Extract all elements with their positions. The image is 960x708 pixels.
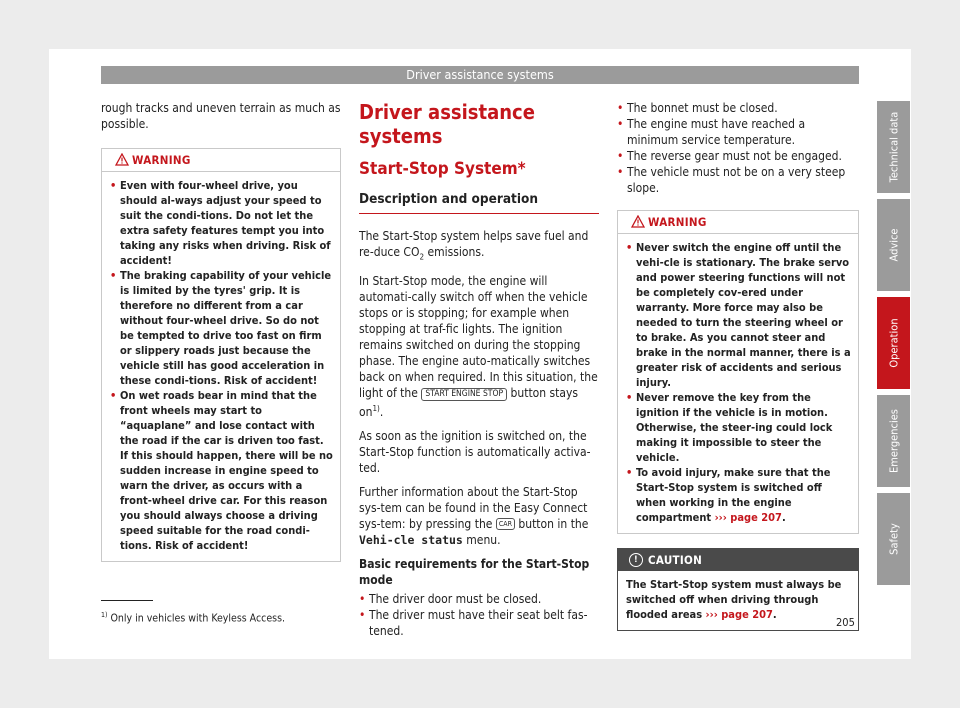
bullet-icon: • <box>617 101 624 115</box>
tab-technical-data[interactable]: Technical data <box>877 101 910 193</box>
warning-box-1 <box>101 148 341 562</box>
bullet-icon: • <box>617 165 624 179</box>
bullet-icon: • <box>110 269 117 282</box>
caution-header <box>618 549 858 571</box>
caution-label: CAUTION <box>648 553 703 567</box>
footnote: $^{1)}$ Only in vehicles with Keyless Access. <box>101 611 286 625</box>
running-header: Driver assistance systems <box>101 66 859 84</box>
warning-header <box>102 149 340 172</box>
requirement-item: • The reverse gear must not be engaged. <box>617 149 842 163</box>
bullet-icon: • <box>359 592 366 607</box>
requirement-item: • The vehicle must not be on a very steep slope. <box>617 165 846 195</box>
warning-item: • Even with four-wheel drive, you should al-ways adjust your speed to suit the condi-tions. Do not let the extra safety features tempt you into taking any risks when driving. Risk of accident! <box>110 179 331 267</box>
requirements-heading: Basic requirements for the Start-Stop mode <box>359 557 590 588</box>
requirement-item: • The bonnet must be closed. <box>617 101 778 115</box>
bullet-icon: • <box>110 179 117 192</box>
page-title: Driver assistance systems <box>359 100 535 148</box>
warning-label: WARNING <box>648 215 707 229</box>
warning-item: • Never remove the key from the ignition if the vehicle is in motion. Otherwise, the steer-ing could lock making it impossible to steer the vehicle. <box>626 391 833 464</box>
tab-emergencies[interactable]: Emergencies <box>877 395 910 487</box>
paragraph: Further information about the Start-Stop sys-tem can be found in the Easy Connect sys-tem: by pressing the CAR button in the Vehi-cle status menu. <box>359 485 589 548</box>
bullet-icon: • <box>626 466 633 479</box>
info-circle-icon: ! <box>629 553 643 567</box>
paragraph: The Start-Stop system helps save fuel and re-duce $CO_2$ emissions. <box>359 229 589 262</box>
tab-operation[interactable]: Operation <box>877 297 910 389</box>
column-3 <box>617 100 859 631</box>
caution-box <box>617 548 859 631</box>
intro-text: rough tracks and uneven terrain as much as possible. <box>101 101 341 131</box>
column-1 <box>101 100 341 562</box>
warning-body <box>102 172 340 561</box>
page-reference-link[interactable]: ››› page 207 <box>705 608 773 621</box>
warning-item: • The braking capability of your vehicle is limited by the tyres' grip. It is therefore no different from a car without four-wheel drive. So do not be tempted to drive too fast on firm or slippery roads just because the vehicle still has good acceleration in these condi-tions. Risk of accident! <box>110 269 332 387</box>
requirement-item: • The driver must have their seat belt fas-tened. <box>359 608 588 639</box>
paragraph: In Start-Stop mode, the engine will automati-cally switch off when the vehicle stops or is stopping; for example when stopping at traf-fic lights. The ignition remains switched on during the stopping phase. The engine auto-matically switches back on when required. In this situation, the light of the START ENGINE STOP button stays $on^{1)}$. <box>359 274 598 420</box>
footnote-divider <box>101 600 153 601</box>
requirement-item: • The engine must have reached a minimum service temperature. <box>617 117 806 147</box>
bullet-icon: • <box>617 149 624 163</box>
warning-triangle-icon <box>115 153 129 166</box>
warning-item: • On wet roads bear in mind that the front wheels may start to “aquaplane” and lose contact with the road if the car is driven too fast. If this should happen, there will be no sudden increase in engine speed to warn the driver, as occurs with a front-wheel drive car. For this reason you should always choose a driving speed suitable for the road condi-tions. Risk of accident! <box>110 389 333 552</box>
page-reference-link[interactable]: ››› page 207 <box>714 511 782 524</box>
requirement-item: • The driver door must be closed. <box>359 592 542 607</box>
section-title: Start-Stop System* <box>359 159 526 179</box>
bullet-icon: • <box>110 389 117 402</box>
bullet-icon: • <box>626 241 633 254</box>
start-engine-stop-key-icon: START ENGINE STOP <box>421 388 507 401</box>
paragraph: As soon as the ignition is switched on, the Start-Stop function is automatically activa-ted. <box>359 429 591 476</box>
tab-safety[interactable]: Safety <box>877 493 910 585</box>
bullet-icon: • <box>617 117 624 131</box>
warning-item: • To avoid injury, make sure that the Start-Stop system is switched off when working in the engine compartment ››› page 207. <box>626 466 831 524</box>
warning-header <box>618 211 858 234</box>
column-2 <box>359 100 599 639</box>
page-number: 205 <box>836 616 855 629</box>
warning-triangle-icon <box>631 215 645 228</box>
tab-advice[interactable]: Advice <box>877 199 910 291</box>
car-key-icon: CAR <box>496 518 515 530</box>
warning-item: • Never switch the engine off until the vehi-cle is stationary. The brake servo and power steering functions will not be completely cov-ered under warranty. More force may also be needed to turn the steering wheel or to brake. As you cannot steer and brake in the normal manner, there is a greater risk of accidents and serious injury. <box>626 241 851 389</box>
caution-body: The Start-Stop system must always be switched off when driving through flooded areas ››› page 207. <box>626 578 842 621</box>
bullet-icon: • <box>359 608 366 623</box>
warning-body <box>618 234 858 533</box>
warning-label: WARNING <box>132 153 191 167</box>
warning-box-2 <box>617 210 859 534</box>
subsection-title: Description and operation <box>359 190 599 214</box>
bullet-icon: • <box>626 391 633 404</box>
menu-name: Vehi-cle status <box>359 533 463 548</box>
